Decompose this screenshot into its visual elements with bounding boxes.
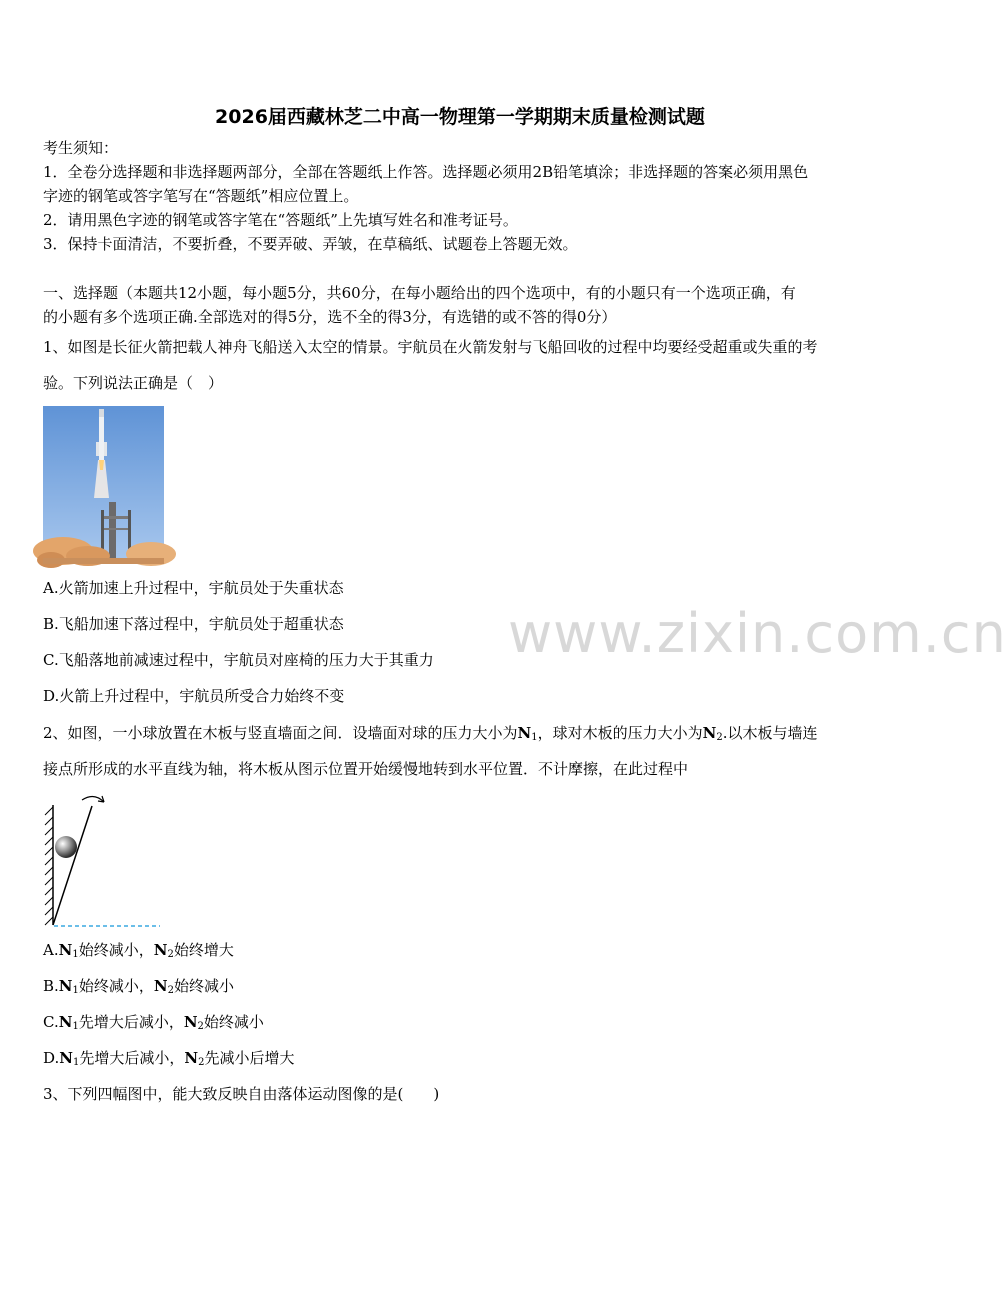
notice-item: 字迹的钢笔或答字笔写在“答题纸”相应位置上。 [43, 187, 359, 205]
question-2-stem: 2、如图，一小球放置在木板与竖直墙面之间．设墙面对球的压力大小为$N_1$，球对木板的压力大小为$N_2$.以木板与墙连 [43, 724, 818, 743]
question-1-stem: 1、如图是长征火箭把载人神舟飞船送入太空的情景。宇航员在火箭发射与飞船回收的过程中均要经受超重或失重的考 [43, 338, 818, 356]
section-heading: 一、选择题（本题共12小题，每小题5分，共60分，在每小题给出的四个选项中，有的小题只有一个选项正确，有 [43, 284, 796, 302]
watermark: www.zixin.com.cn [508, 602, 1007, 665]
question-2-option-d: $D.N_1$先增大后减小，$N_2$先减小后增大 [43, 1049, 295, 1068]
question-1-option-d: D.火箭上升过程中，宇航员所受合力始终不变 [43, 687, 345, 705]
question-1-option-c: C.飞船落地前减速过程中，宇航员对座椅的压力大于其重力 [43, 651, 434, 669]
question-2-option-c: $C.N_1$先增大后减小，$N_2$始终减小 [43, 1013, 264, 1032]
ball-board-diagram [40, 790, 170, 930]
question-3-stem: 3、下列四幅图中，能大致反映自由落体运动图像的是( ) [43, 1085, 440, 1103]
section-heading-cont: 的小题有多个选项正确.全部选对的得5分，选不全的得3分，有选错的或不答的得0分） [43, 308, 617, 326]
question-1-stem-cont: 验。下列说法正确是（ ） [43, 374, 224, 392]
question-1-option-b: B.飞船加速下落过程中，宇航员处于超重状态 [43, 615, 344, 633]
question-2-option-a: $A.N_1$始终减小，$N_2$始终增大 [43, 941, 234, 960]
rocket-launch-image [43, 406, 164, 564]
notice-item: 2．请用黑色字迹的钢笔或答字笔在“答题纸”上先填写姓名和准考证号。 [43, 211, 518, 229]
question-1-option-a: A.火箭加速上升过程中，宇航员处于失重状态 [43, 579, 344, 597]
notice-item: 1．全卷分选择题和非选择题两部分，全部在答题纸上作答。选择题必须用2B铅笔填涂；非选择题的答案必须用黑色 [43, 163, 809, 181]
question-2-option-b: $B.N_1$始终减小，$N_2$始终减小 [43, 977, 235, 996]
page-title: 2026届西藏林芝二中高一物理第一学期期末质量检测试题 [215, 106, 705, 128]
question-2-stem-cont: 接点所形成的水平直线为轴，将木板从图示位置开始缓慢地转到水平位置．不计摩擦，在此过程中 [43, 760, 689, 778]
notice-heading: 考生须知： [43, 139, 119, 157]
notice-item: 3．保持卡面清洁，不要折叠，不要弄破、弄皱，在草稿纸、试题卷上答题无效。 [43, 235, 578, 253]
